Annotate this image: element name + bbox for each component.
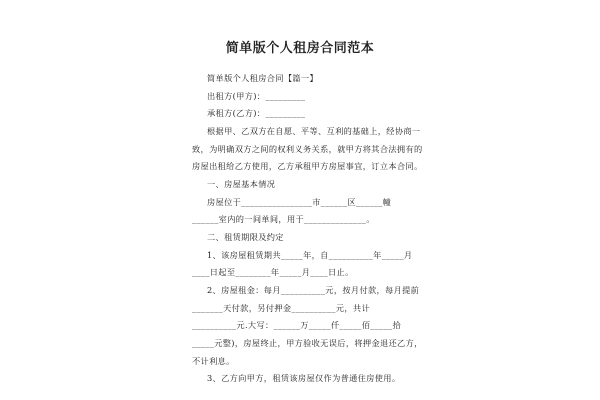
clause-line: 1、该房屋租赁期共_____年，自__________年_____月 <box>207 250 413 260</box>
clause-line: __________元.大写：______万_____仟_____佰_____拾 <box>192 320 402 330</box>
intro-paragraph-line: 致，为明确双方之间的权利义务关系，就甲方将其合法拥有的 <box>192 144 423 154</box>
intro-paragraph-line: 房屋出租给乙方使用，乙方承租甲方房屋事宜，订立本合同。 <box>192 161 423 171</box>
clause-line: 房屋位于________________市______区______幢 <box>207 197 392 207</box>
document-subtitle: 简单版个人租房合同【篇一】 <box>207 73 318 83</box>
section-heading: 二、租赁期限及约定 <box>207 232 284 242</box>
clause-line: 2、房屋租金：每月__________元，按月付款，每月提前 <box>207 285 420 295</box>
clause-line: _____元整)，房屋终止，甲方验收无误后，将押金退还乙方， <box>192 338 423 348</box>
clause-line: 不计利息。 <box>192 356 235 366</box>
clause-line: 3、乙方向甲方，租赁该房屋仅作为普通住房使用。 <box>207 373 401 383</box>
lessee-line: 承租方(乙方)：_________ <box>207 108 306 118</box>
section-heading: 一、房屋基本情况 <box>207 179 276 189</box>
document-title: 简单版个人租房合同范本 <box>225 41 375 56</box>
clause-line: _______天付款，另付押金__________元，共计 <box>192 303 370 313</box>
clause-line: ____日起至________年_____月____日止。 <box>192 267 354 277</box>
clause-line: ______室内的一间单间，用于______________。 <box>192 214 375 224</box>
intro-paragraph-line: 根据甲、乙双方在自愿、平等、互利的基础上，经协商一 <box>207 126 421 136</box>
lessor-line: 出租方(甲方)：_________ <box>207 91 306 101</box>
